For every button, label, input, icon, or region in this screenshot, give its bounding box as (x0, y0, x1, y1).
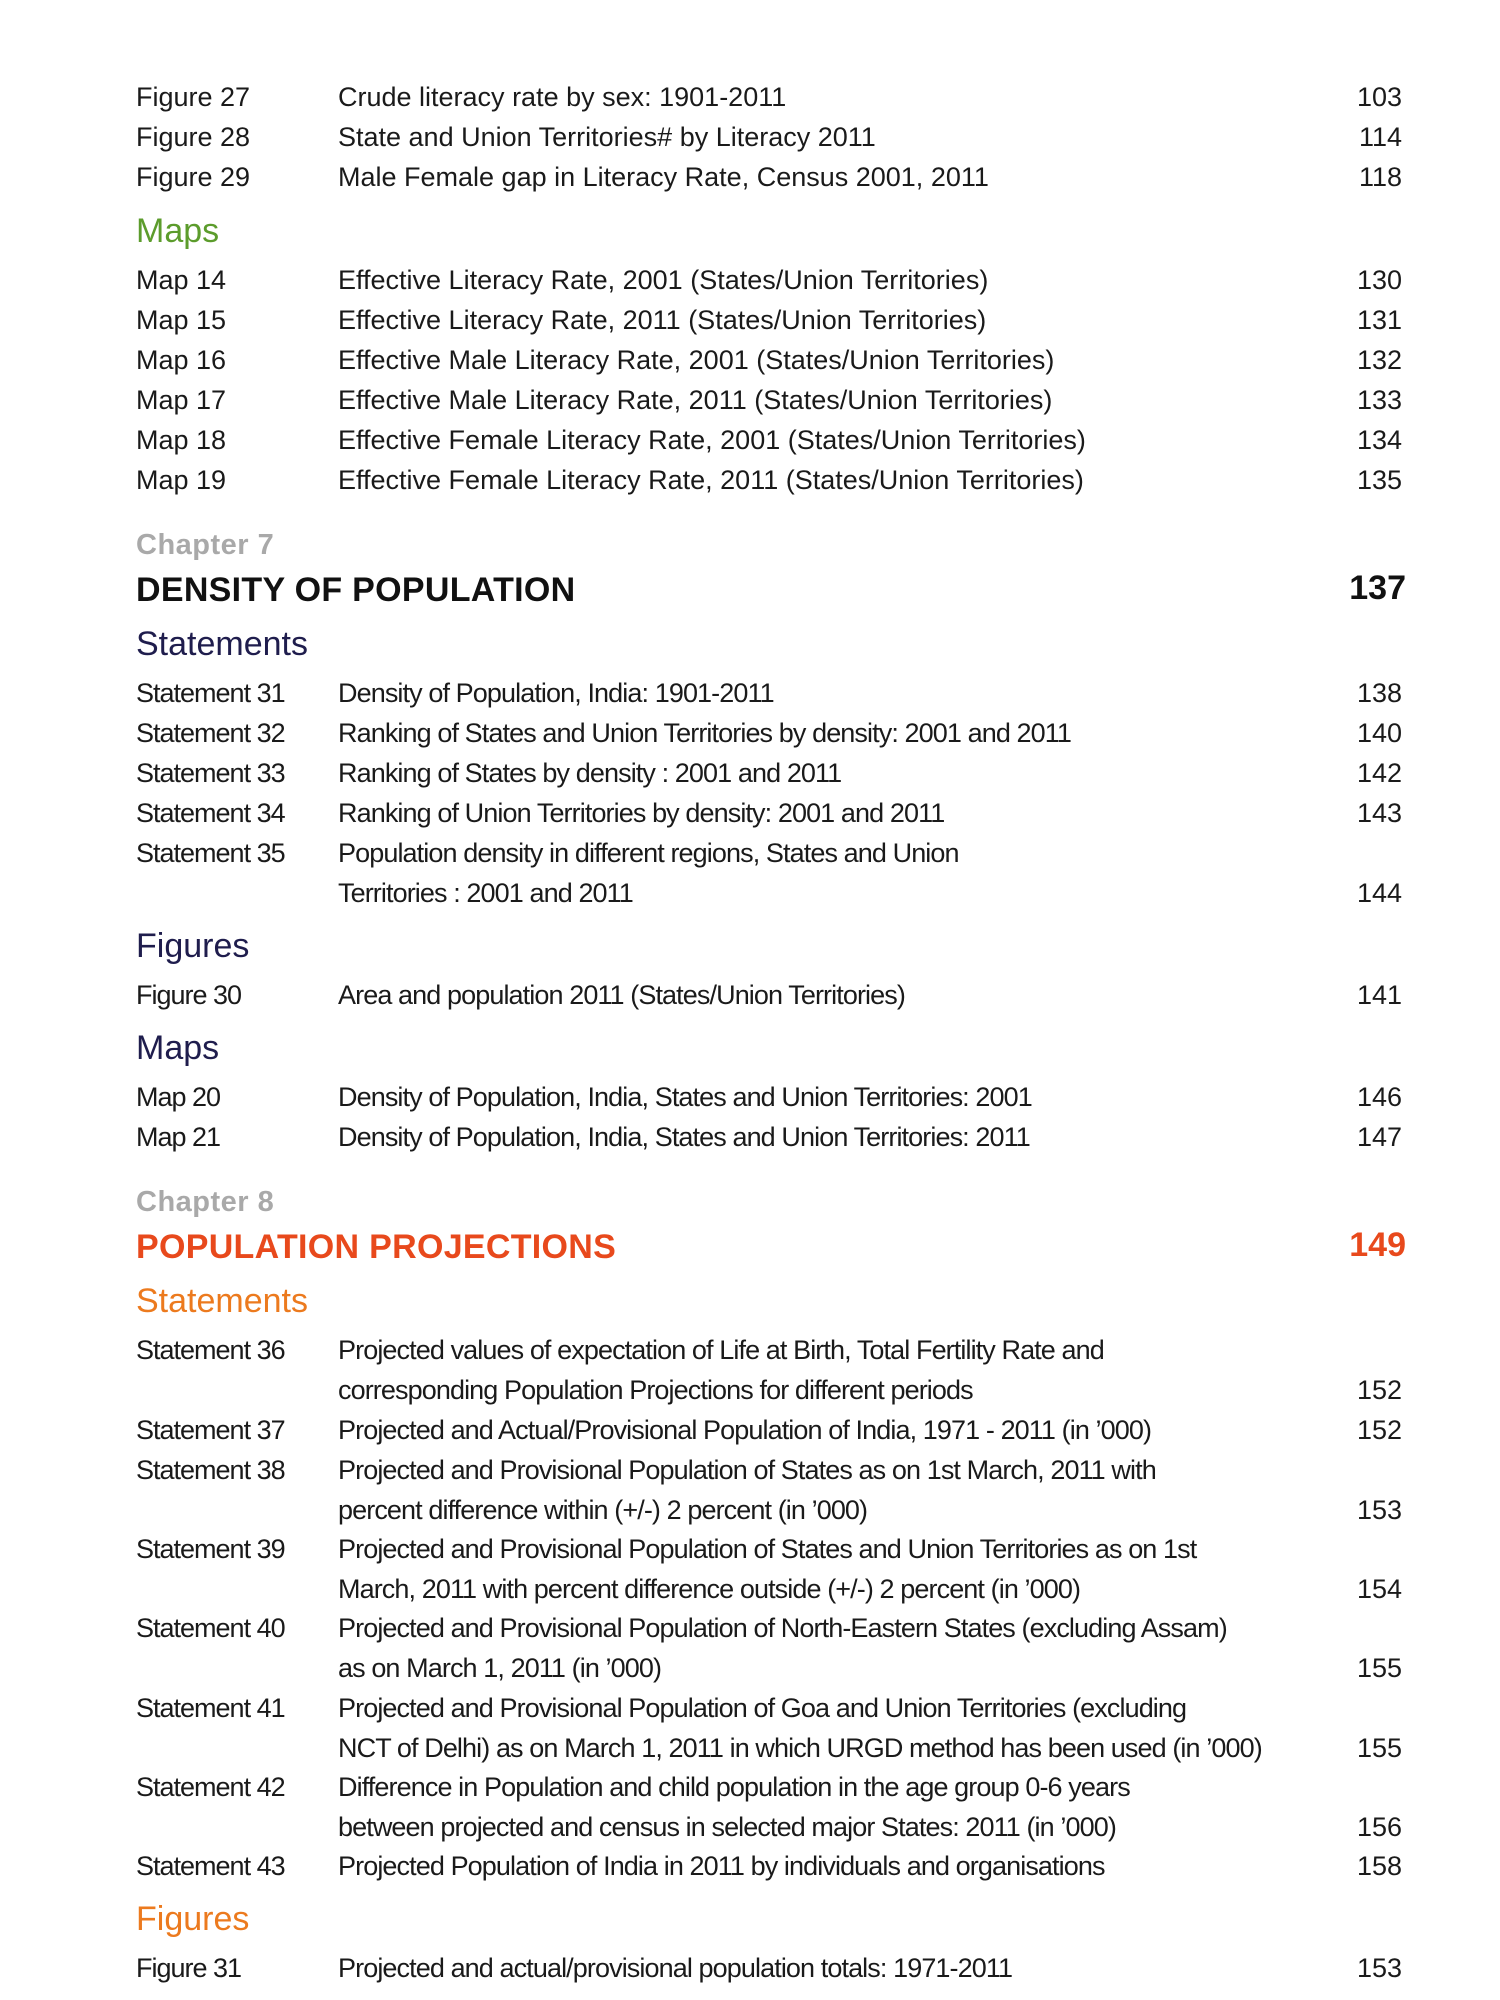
entry-page-number: 156 (1356, 1812, 1402, 1842)
entry-label: Map 14 (136, 265, 227, 295)
entry-label: Statement 42 (136, 1772, 285, 1802)
toc-entry[interactable] (136, 302, 1416, 338)
toc-entry[interactable] (136, 159, 1416, 195)
entry-title: Projected and Provisional Population of States as on 1st March, 2011 with (338, 1455, 1156, 1485)
toc-entry[interactable] (136, 382, 1416, 418)
toc-entry[interactable] (136, 755, 1416, 791)
statements-heading: Statements (136, 1282, 308, 1320)
toc-entry[interactable] (136, 835, 1416, 911)
entry-label: Statement 34 (136, 798, 285, 828)
entry-page-number: 155 (1356, 1733, 1402, 1763)
entry-title: Male Female gap in Literacy Rate, Census 2001, 2011 (338, 162, 989, 192)
entry-label: Map 18 (136, 425, 227, 455)
entry-label: Statement 35 (136, 838, 285, 868)
entry-label: Figure 31 (136, 1953, 242, 1983)
entry-page-number: 152 (1356, 1375, 1402, 1405)
entry-title: Projected and Provisional Population of Goa and Union Territories (excluding (338, 1693, 1187, 1723)
entry-page-number: 131 (1356, 305, 1402, 335)
entry-page-number: 132 (1356, 345, 1402, 375)
toc-entry[interactable] (136, 119, 1416, 155)
entry-title: Effective Literacy Rate, 2001 (States/Union Territories) (338, 265, 989, 295)
entry-page-number: 138 (1356, 678, 1402, 708)
entry-page-number: 118 (1358, 162, 1402, 192)
entry-title: Projected and actual/provisional population totals: 1971-2011 (338, 1953, 1013, 1983)
entry-title: State and Union Territories# by Literacy 2011 (338, 122, 876, 152)
entry-page-number: 114 (1358, 122, 1402, 152)
entry-title-continued: corresponding Population Projections for different periods (338, 1375, 973, 1405)
entry-title-continued: March, 2011 with percent difference outside (+/-) 2 percent (in ’000) (338, 1574, 1081, 1604)
entry-title-continued: percent difference within (+/-) 2 percent (in ’000) (338, 1495, 868, 1525)
toc-entry[interactable] (136, 977, 1416, 1013)
entry-label: Map 20 (136, 1082, 221, 1112)
maps-heading: Maps (136, 1029, 220, 1067)
entry-page-number: 158 (1356, 1851, 1402, 1881)
entry-title: Density of Population, India, States and Union Territories: 2001 (338, 1082, 1032, 1112)
entry-title: Density of Population, India: 1901-2011 (338, 678, 774, 708)
toc-entry[interactable] (136, 1610, 1416, 1686)
toc-entry[interactable] (136, 1950, 1416, 1986)
entry-page-number: 144 (1356, 878, 1402, 908)
entry-page-number: 140 (1356, 718, 1402, 748)
toc-entry[interactable] (136, 1848, 1416, 1884)
entry-title: Effective Female Literacy Rate, 2001 (States/Union Territories) (338, 425, 1086, 455)
entry-page-number: 155 (1356, 1653, 1402, 1683)
toc-entry[interactable] (136, 1452, 1416, 1528)
chapter-8-page-number: 149 (1349, 1226, 1406, 1264)
toc-entry[interactable] (136, 795, 1416, 831)
entry-label: Map 15 (136, 305, 227, 335)
chapter-7-page-number: 137 (1349, 569, 1406, 607)
entry-page-number: 154 (1356, 1574, 1402, 1604)
toc-entry[interactable] (136, 1119, 1416, 1155)
chapter-8-title[interactable]: POPULATION PROJECTIONS (136, 1228, 617, 1266)
entry-title: Density of Population, India, States and Union Territories: 2011 (338, 1122, 1030, 1152)
entry-page-number: 141 (1356, 980, 1402, 1010)
entry-page-number: 153 (1356, 1495, 1402, 1525)
entry-label: Figure 27 (136, 82, 251, 112)
entry-page-number: 153 (1356, 1953, 1402, 1983)
entry-title: Projected values of expectation of Life at Birth, Total Fertility Rate and (338, 1335, 1104, 1365)
entry-label: Statement 38 (136, 1455, 285, 1485)
toc-entry[interactable] (136, 422, 1416, 458)
entry-label: Figure 29 (136, 162, 251, 192)
toc-entry[interactable] (136, 342, 1416, 378)
entry-label: Statement 31 (136, 678, 285, 708)
entry-page-number: 134 (1356, 425, 1402, 455)
entry-label: Map 21 (136, 1122, 221, 1152)
entry-label: Statement 32 (136, 718, 285, 748)
entry-page-number: 143 (1356, 798, 1402, 828)
entry-title: Ranking of States and Union Territories by density: 2001 and 2011 (338, 718, 1072, 748)
entry-title: Projected and Actual/Provisional Population of India, 1971 - 2011 (in ’000) (338, 1415, 1152, 1445)
entry-title: Ranking of States by density : 2001 and 2011 (338, 758, 842, 788)
entry-label: Figure 30 (136, 980, 242, 1010)
entry-title: Effective Female Literacy Rate, 2011 (States/Union Territories) (338, 465, 1084, 495)
entry-title: Area and population 2011 (States/Union Territories) (338, 980, 905, 1010)
toc-entry[interactable] (136, 1412, 1416, 1448)
toc-entry[interactable] (136, 1332, 1416, 1408)
entry-title: Crude literacy rate by sex: 1901-2011 (338, 82, 787, 112)
entry-label: Statement 40 (136, 1613, 285, 1643)
entry-title: Difference in Population and child population in the age group 0-6 years (338, 1772, 1130, 1802)
entry-page-number: 152 (1356, 1415, 1402, 1445)
chapter-7-label: Chapter 7 (136, 529, 275, 561)
figures-heading: Figures (136, 1900, 250, 1938)
entry-page-number: 103 (1356, 82, 1402, 112)
toc-entry[interactable] (136, 462, 1416, 498)
entry-label: Statement 41 (136, 1693, 285, 1723)
entry-page-number: 142 (1356, 758, 1402, 788)
entry-title: Effective Male Literacy Rate, 2011 (States/Union Territories) (338, 385, 1053, 415)
entry-label: Statement 33 (136, 758, 285, 788)
figures-heading: Figures (136, 927, 250, 965)
entry-title: Projected Population of India in 2011 by individuals and organisations (338, 1851, 1105, 1881)
entry-page-number: 130 (1356, 265, 1402, 295)
chapter-8-label: Chapter 8 (136, 1186, 275, 1218)
entry-title-continued: Territories : 2001 and 2011 (338, 878, 633, 908)
toc-entry[interactable] (136, 1079, 1416, 1115)
entry-title: Ranking of Union Territories by density: 2001 and 2011 (338, 798, 945, 828)
toc-entry[interactable] (136, 79, 1416, 115)
entry-title: Effective Male Literacy Rate, 2001 (States/Union Territories) (338, 345, 1055, 375)
entry-label: Map 17 (136, 385, 227, 415)
entry-page-number: 147 (1356, 1122, 1402, 1152)
entry-title-continued: NCT of Delhi) as on March 1, 2011 in which URGD method has been used (in ’000) (338, 1733, 1262, 1763)
toc-entry[interactable] (136, 715, 1416, 751)
toc-entry[interactable] (136, 262, 1416, 298)
toc-entry[interactable] (136, 675, 1416, 711)
entry-title-continued: between projected and census in selected major States: 2011 (in ’000) (338, 1812, 1116, 1842)
toc-entry[interactable] (136, 1531, 1416, 1607)
entry-label: Map 16 (136, 345, 227, 375)
entry-label: Figure 28 (136, 122, 251, 152)
entry-page-number: 133 (1356, 385, 1402, 415)
statements-heading: Statements (136, 625, 308, 663)
entry-label: Map 19 (136, 465, 227, 495)
entry-label: Statement 43 (136, 1851, 285, 1881)
entry-title: Population density in different regions, States and Union (338, 838, 959, 868)
entry-label: Statement 36 (136, 1335, 285, 1365)
entry-title: Projected and Provisional Population of North-Eastern States (excluding Assam) (338, 1613, 1227, 1643)
entry-page-number: 146 (1356, 1082, 1402, 1112)
toc-entry[interactable] (136, 1769, 1416, 1845)
maps-heading: Maps (136, 212, 220, 250)
entry-title: Effective Literacy Rate, 2011 (States/Union Territories) (338, 305, 987, 335)
entry-title-continued: as on March 1, 2011 (in ’000) (338, 1653, 662, 1683)
toc-entry[interactable] (136, 1690, 1416, 1766)
entry-title: Projected and Provisional Population of States and Union Territories as on 1st (338, 1534, 1197, 1564)
entry-page-number: 135 (1356, 465, 1402, 495)
entry-label: Statement 39 (136, 1534, 285, 1564)
chapter-7-title[interactable]: DENSITY OF POPULATION (136, 571, 576, 609)
entry-label: Statement 37 (136, 1415, 285, 1445)
